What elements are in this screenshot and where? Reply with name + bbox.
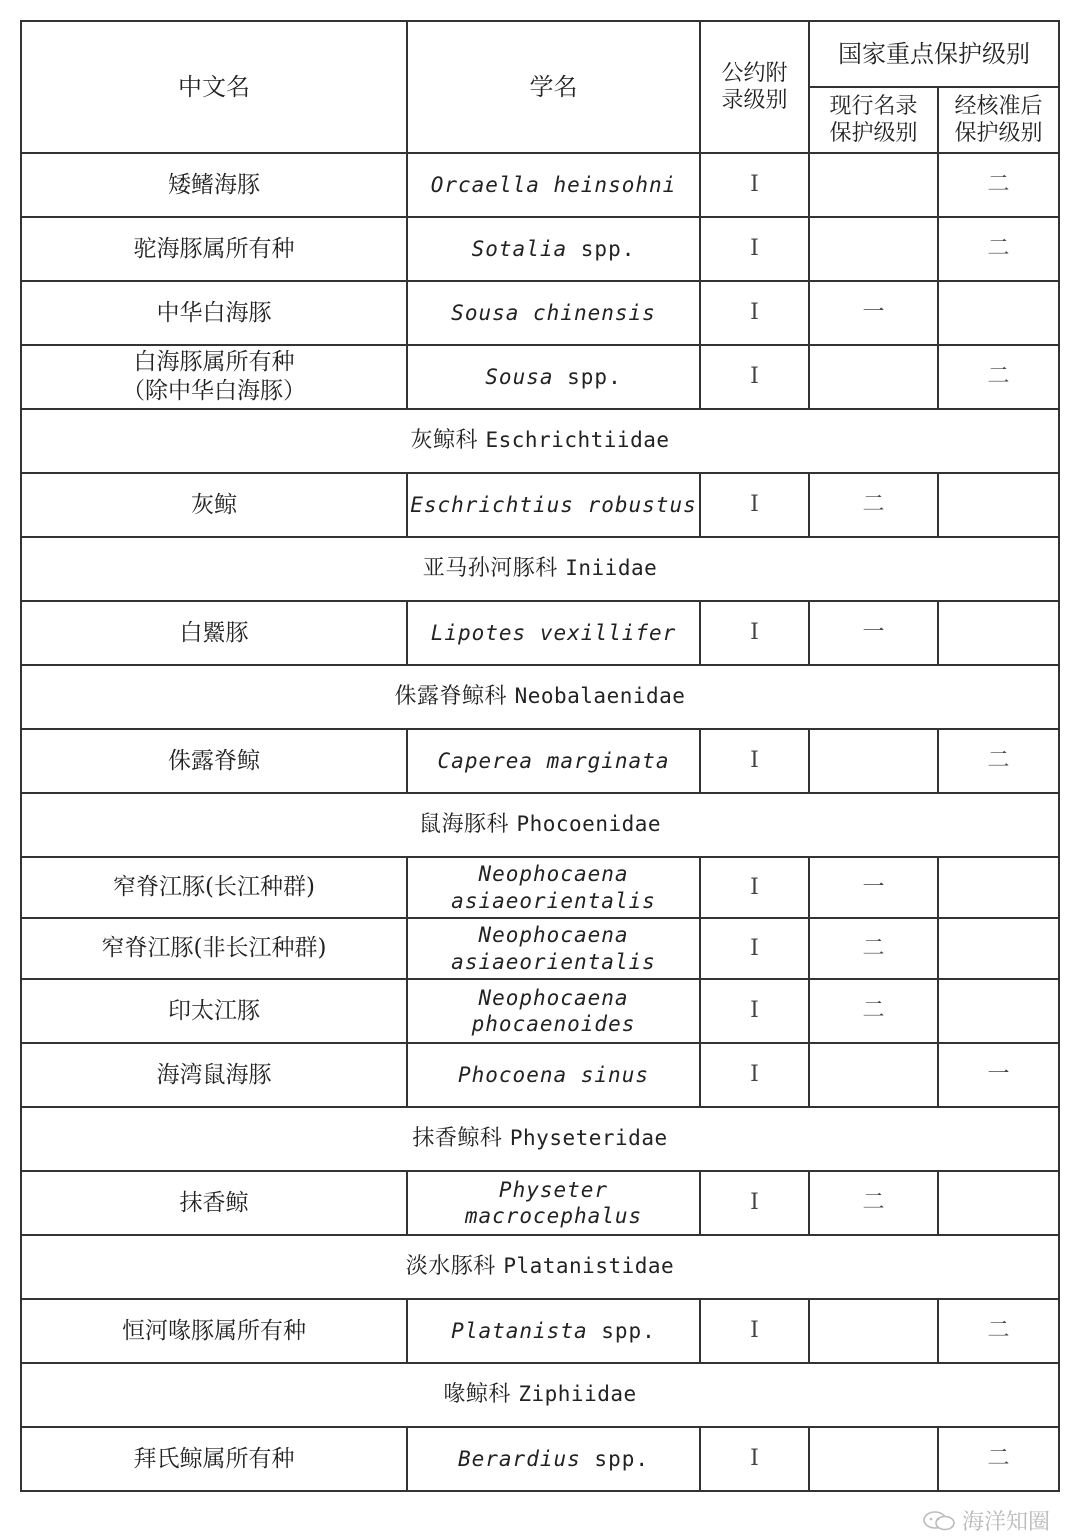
appendix-level: I: [700, 729, 809, 793]
family-cell: [21, 537, 1059, 601]
approved-protection-level: 一: [938, 1043, 1059, 1107]
scientific-name-suffix: spp.: [580, 1446, 649, 1471]
species-row: [21, 979, 1059, 1043]
species-row: [21, 473, 1059, 537]
family-latin-name: Eschrichtiidae: [485, 428, 670, 453]
family-latin-name: Ziphiidae: [518, 1382, 637, 1407]
current-protection-level: 一: [809, 281, 938, 345]
approved-protection-level: 二: [938, 729, 1059, 793]
family-chinese-name: 灰鲸科: [410, 428, 478, 454]
scientific-name-italic: Sousa: [485, 364, 554, 389]
family-row: [21, 665, 1059, 729]
species-chinese-name: 窄脊江豚(非长江种群): [21, 918, 407, 979]
species-row: [21, 217, 1059, 281]
species-scientific-name: [407, 918, 700, 979]
family-chinese-name: 喙鲸科: [443, 1382, 511, 1408]
family-cell: [21, 409, 1059, 473]
family-row: [21, 1107, 1059, 1171]
current-protection-level: [809, 345, 938, 409]
species-row: [21, 1043, 1059, 1107]
scientific-name-italic: Sotalia: [471, 236, 568, 261]
current-protection-level: [809, 729, 938, 793]
current-protection-level: [809, 217, 938, 281]
species-scientific-name: [407, 1043, 700, 1107]
header-chinese-name: 中文名: [21, 21, 407, 153]
current-protection-level: 二: [809, 473, 938, 537]
protection-level-table: [20, 20, 1060, 1492]
current-protection-level: 一: [809, 601, 938, 665]
appendix-level: I: [700, 1299, 809, 1363]
family-row: [21, 1235, 1059, 1299]
appendix-level: I: [700, 979, 809, 1043]
species-scientific-name: [407, 729, 700, 793]
current-protection-level: 二: [809, 1171, 938, 1235]
family-cell: [21, 1235, 1059, 1299]
current-protection-level: [809, 1043, 938, 1107]
family-latin-name: Physeteridae: [509, 1126, 668, 1151]
species-chinese-name: 抹香鲸: [21, 1171, 407, 1235]
approved-protection-level: [938, 473, 1059, 537]
approved-protection-level: 二: [938, 153, 1059, 217]
appendix-level: I: [700, 918, 809, 979]
header-appendix: [700, 21, 809, 153]
species-row: [21, 601, 1059, 665]
species-row: [21, 857, 1059, 918]
header-scientific-name: 学名: [407, 21, 700, 153]
scientific-name-italic: Orcaella heinsohni: [430, 172, 677, 197]
approved-protection-level: 二: [938, 1299, 1059, 1363]
current-protection-level: [809, 1299, 938, 1363]
approved-protection-level: [938, 1171, 1059, 1235]
appendix-level: I: [700, 281, 809, 345]
scientific-name-italic: Lipotes vexillifer: [430, 620, 677, 645]
species-row: [21, 918, 1059, 979]
appendix-level: I: [700, 1171, 809, 1235]
species-chinese-name: 恒河喙豚属所有种: [21, 1299, 407, 1363]
watermark: [922, 1505, 1050, 1536]
scientific-name-italic: Phocoena sinus: [457, 1062, 649, 1087]
species-chinese-name: 窄脊江豚(长江种群): [21, 857, 407, 918]
species-scientific-name: [407, 473, 700, 537]
current-protection-level: [809, 153, 938, 217]
wechat-icon: [922, 1510, 956, 1532]
species-chinese-name: 海湾鼠海豚: [21, 1043, 407, 1107]
scientific-name-italic: Eschrichtius robustus: [410, 492, 697, 517]
species-chinese-name: 矮鳍海豚: [21, 153, 407, 217]
species-chinese-name: 灰鲸: [21, 473, 407, 537]
species-chinese-name: 印太江豚: [21, 979, 407, 1043]
family-latin-name: Platanistidae: [503, 1254, 675, 1279]
scientific-name-italic: Caperea marginata: [437, 748, 670, 773]
header-appendix-text: 公约附录级别: [721, 60, 788, 113]
species-chinese-name: 白海豚属所有种 （除中华白海豚）: [21, 345, 407, 409]
scientific-name-italic: Physeter macrocephalus: [464, 1177, 643, 1228]
family-cell: [21, 1363, 1059, 1427]
family-latin-name: Phocoenidae: [516, 812, 662, 837]
species-scientific-name: [407, 857, 700, 918]
scientific-name-italic: Platanista: [451, 1318, 588, 1343]
species-chinese-name: 中华白海豚: [21, 281, 407, 345]
family-chinese-name: 淡水豚科: [405, 1254, 496, 1280]
species-scientific-name: [407, 979, 700, 1043]
appendix-level: I: [700, 1043, 809, 1107]
scientific-name-suffix: spp.: [587, 1318, 656, 1343]
species-scientific-name: [407, 345, 700, 409]
header-current-level: [809, 87, 938, 153]
header-national-group: 国家重点保护级别: [809, 21, 1059, 87]
family-cell: [21, 665, 1059, 729]
scientific-name-italic: Neophocaena asiaeorientalis: [451, 862, 656, 913]
header-current-level-text: 现行名录保护级别: [829, 93, 918, 146]
family-cell: [21, 1107, 1059, 1171]
species-scientific-name: [407, 217, 700, 281]
scientific-name-suffix: spp.: [553, 364, 622, 389]
species-scientific-name: [407, 601, 700, 665]
species-row: [21, 153, 1059, 217]
family-row: [21, 537, 1059, 601]
current-protection-level: [809, 1427, 938, 1491]
table-body: [21, 153, 1059, 1491]
family-latin-name: Iniidae: [565, 556, 658, 581]
family-cell: [21, 793, 1059, 857]
scientific-name-italic: Neophocaena asiaeorientalis: [451, 923, 656, 974]
family-chinese-name: 鼠海豚科: [418, 812, 509, 838]
species-row: [21, 1299, 1059, 1363]
family-row: [21, 409, 1059, 473]
header-approved-level-text: 经核准后保护级别: [954, 93, 1043, 146]
appendix-level: I: [700, 345, 809, 409]
species-scientific-name: [407, 1171, 700, 1235]
current-protection-level: 二: [809, 918, 938, 979]
species-chinese-name: 侏露脊鲸: [21, 729, 407, 793]
watermark-text: 海洋知圈: [961, 1510, 1050, 1535]
appendix-level: I: [700, 1427, 809, 1491]
approved-protection-level: [938, 857, 1059, 918]
appendix-level: I: [700, 473, 809, 537]
approved-protection-level: 二: [938, 217, 1059, 281]
scientific-name-italic: Sousa chinensis: [451, 300, 656, 325]
approved-protection-level: 二: [938, 345, 1059, 409]
species-row: [21, 1427, 1059, 1491]
species-chinese-name: 白鱀豚: [21, 601, 407, 665]
species-scientific-name: [407, 1299, 700, 1363]
scientific-name-italic: Neophocaena phocaenoides: [471, 985, 636, 1036]
approved-protection-level: [938, 918, 1059, 979]
family-chinese-name: 侏露脊鲸科: [394, 684, 508, 710]
appendix-level: I: [700, 153, 809, 217]
current-protection-level: 一: [809, 857, 938, 918]
scientific-name-suffix: spp.: [567, 236, 636, 261]
species-chinese-name: 驼海豚属所有种: [21, 217, 407, 281]
family-latin-name: Neobalaenidae: [514, 684, 686, 709]
approved-protection-level: [938, 281, 1059, 345]
family-chinese-name: 抹香鲸科: [412, 1126, 503, 1152]
family-chinese-name: 亚马孙河豚科: [422, 556, 558, 582]
species-row: [21, 281, 1059, 345]
species-scientific-name: [407, 1427, 700, 1491]
scientific-name-italic: Berardius: [457, 1446, 581, 1471]
appendix-level: I: [700, 217, 809, 281]
species-chinese-name: 拜氏鲸属所有种: [21, 1427, 407, 1491]
family-row: [21, 1363, 1059, 1427]
species-row: [21, 1171, 1059, 1235]
approved-protection-level: [938, 979, 1059, 1043]
approved-protection-level: [938, 601, 1059, 665]
species-scientific-name: [407, 281, 700, 345]
header-approved-level: [938, 87, 1059, 153]
species-row: [21, 345, 1059, 409]
species-scientific-name: [407, 153, 700, 217]
appendix-level: I: [700, 601, 809, 665]
current-protection-level: 二: [809, 979, 938, 1043]
appendix-level: I: [700, 857, 809, 918]
species-row: [21, 729, 1059, 793]
family-row: [21, 793, 1059, 857]
approved-protection-level: 二: [938, 1427, 1059, 1491]
